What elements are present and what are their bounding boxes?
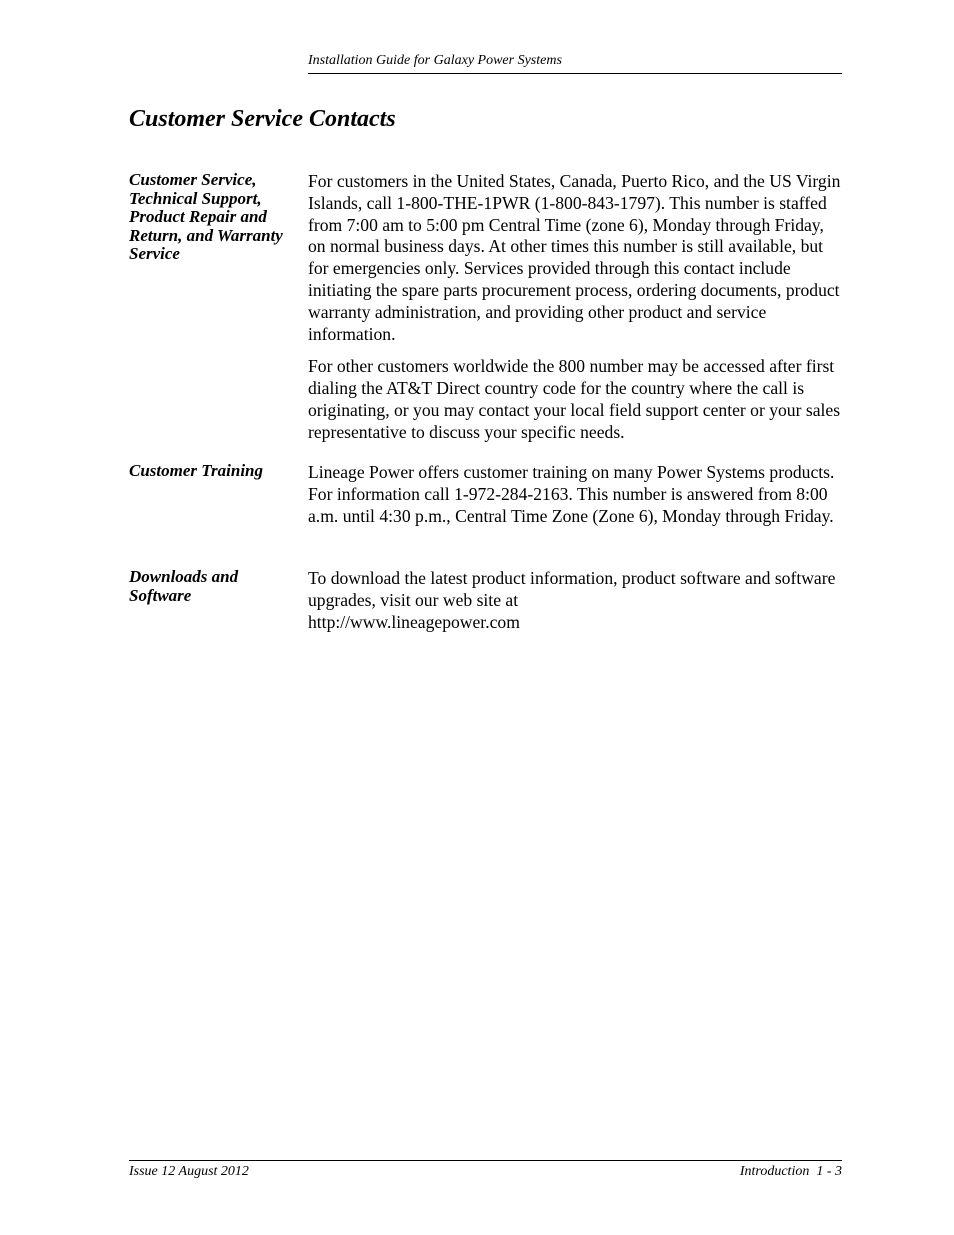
website-link[interactable]: http://www.lineagepower.com <box>308 611 520 632</box>
paragraph: For other customers worldwide the 800 number may be accessed after first dialing the AT&T Direct country code for the country where the call is originating, or you may contact your local field support center or your sales representative to discuss your specific needs. <box>308 356 841 442</box>
section-body <box>308 568 842 644</box>
section-body <box>308 171 842 455</box>
section-heading: Customer Training <box>129 461 263 480</box>
page-title: Customer Service Contacts <box>129 106 396 132</box>
running-header: Installation Guide for Galaxy Power Systems <box>308 52 842 74</box>
section-heading: Customer Service, Technical Support, Product Repair and Return, and Warranty Service <box>129 170 283 264</box>
footer-issue: Issue 12 August 2012 <box>129 1164 249 1179</box>
section-heading: Downloads and Software <box>129 567 239 605</box>
paragraph: Lineage Power offers customer training on many Power Systems products. For information call 1-972-284-2163. This number is answered from 8:00 a.m. until 4:30 p.m., Central Time Zone (Zone 6), Monday through Friday. <box>308 462 835 526</box>
paragraph: To download the latest product information, product software and software upgrades, visit our web site at <box>308 568 836 610</box>
running-footer <box>129 1160 842 1181</box>
footer-page-number: Introduction 1 - 3 <box>739 1164 842 1179</box>
section-body <box>308 462 842 538</box>
paragraph: For customers in the United States, Canada, Puerto Rico, and the US Virgin Islands, call 1-800-THE-1PWR (1-800-843-1797). This number is staffed from 7:00 am to 5:00 pm Central Time (zone 6), Monday through Friday, on normal business days. At other times this number is still available, but for emergencies only. Services provided through this contact include initiating the spare parts procurement process, ordering documents, product warranty administration, and providing other product and service information. <box>308 171 841 344</box>
